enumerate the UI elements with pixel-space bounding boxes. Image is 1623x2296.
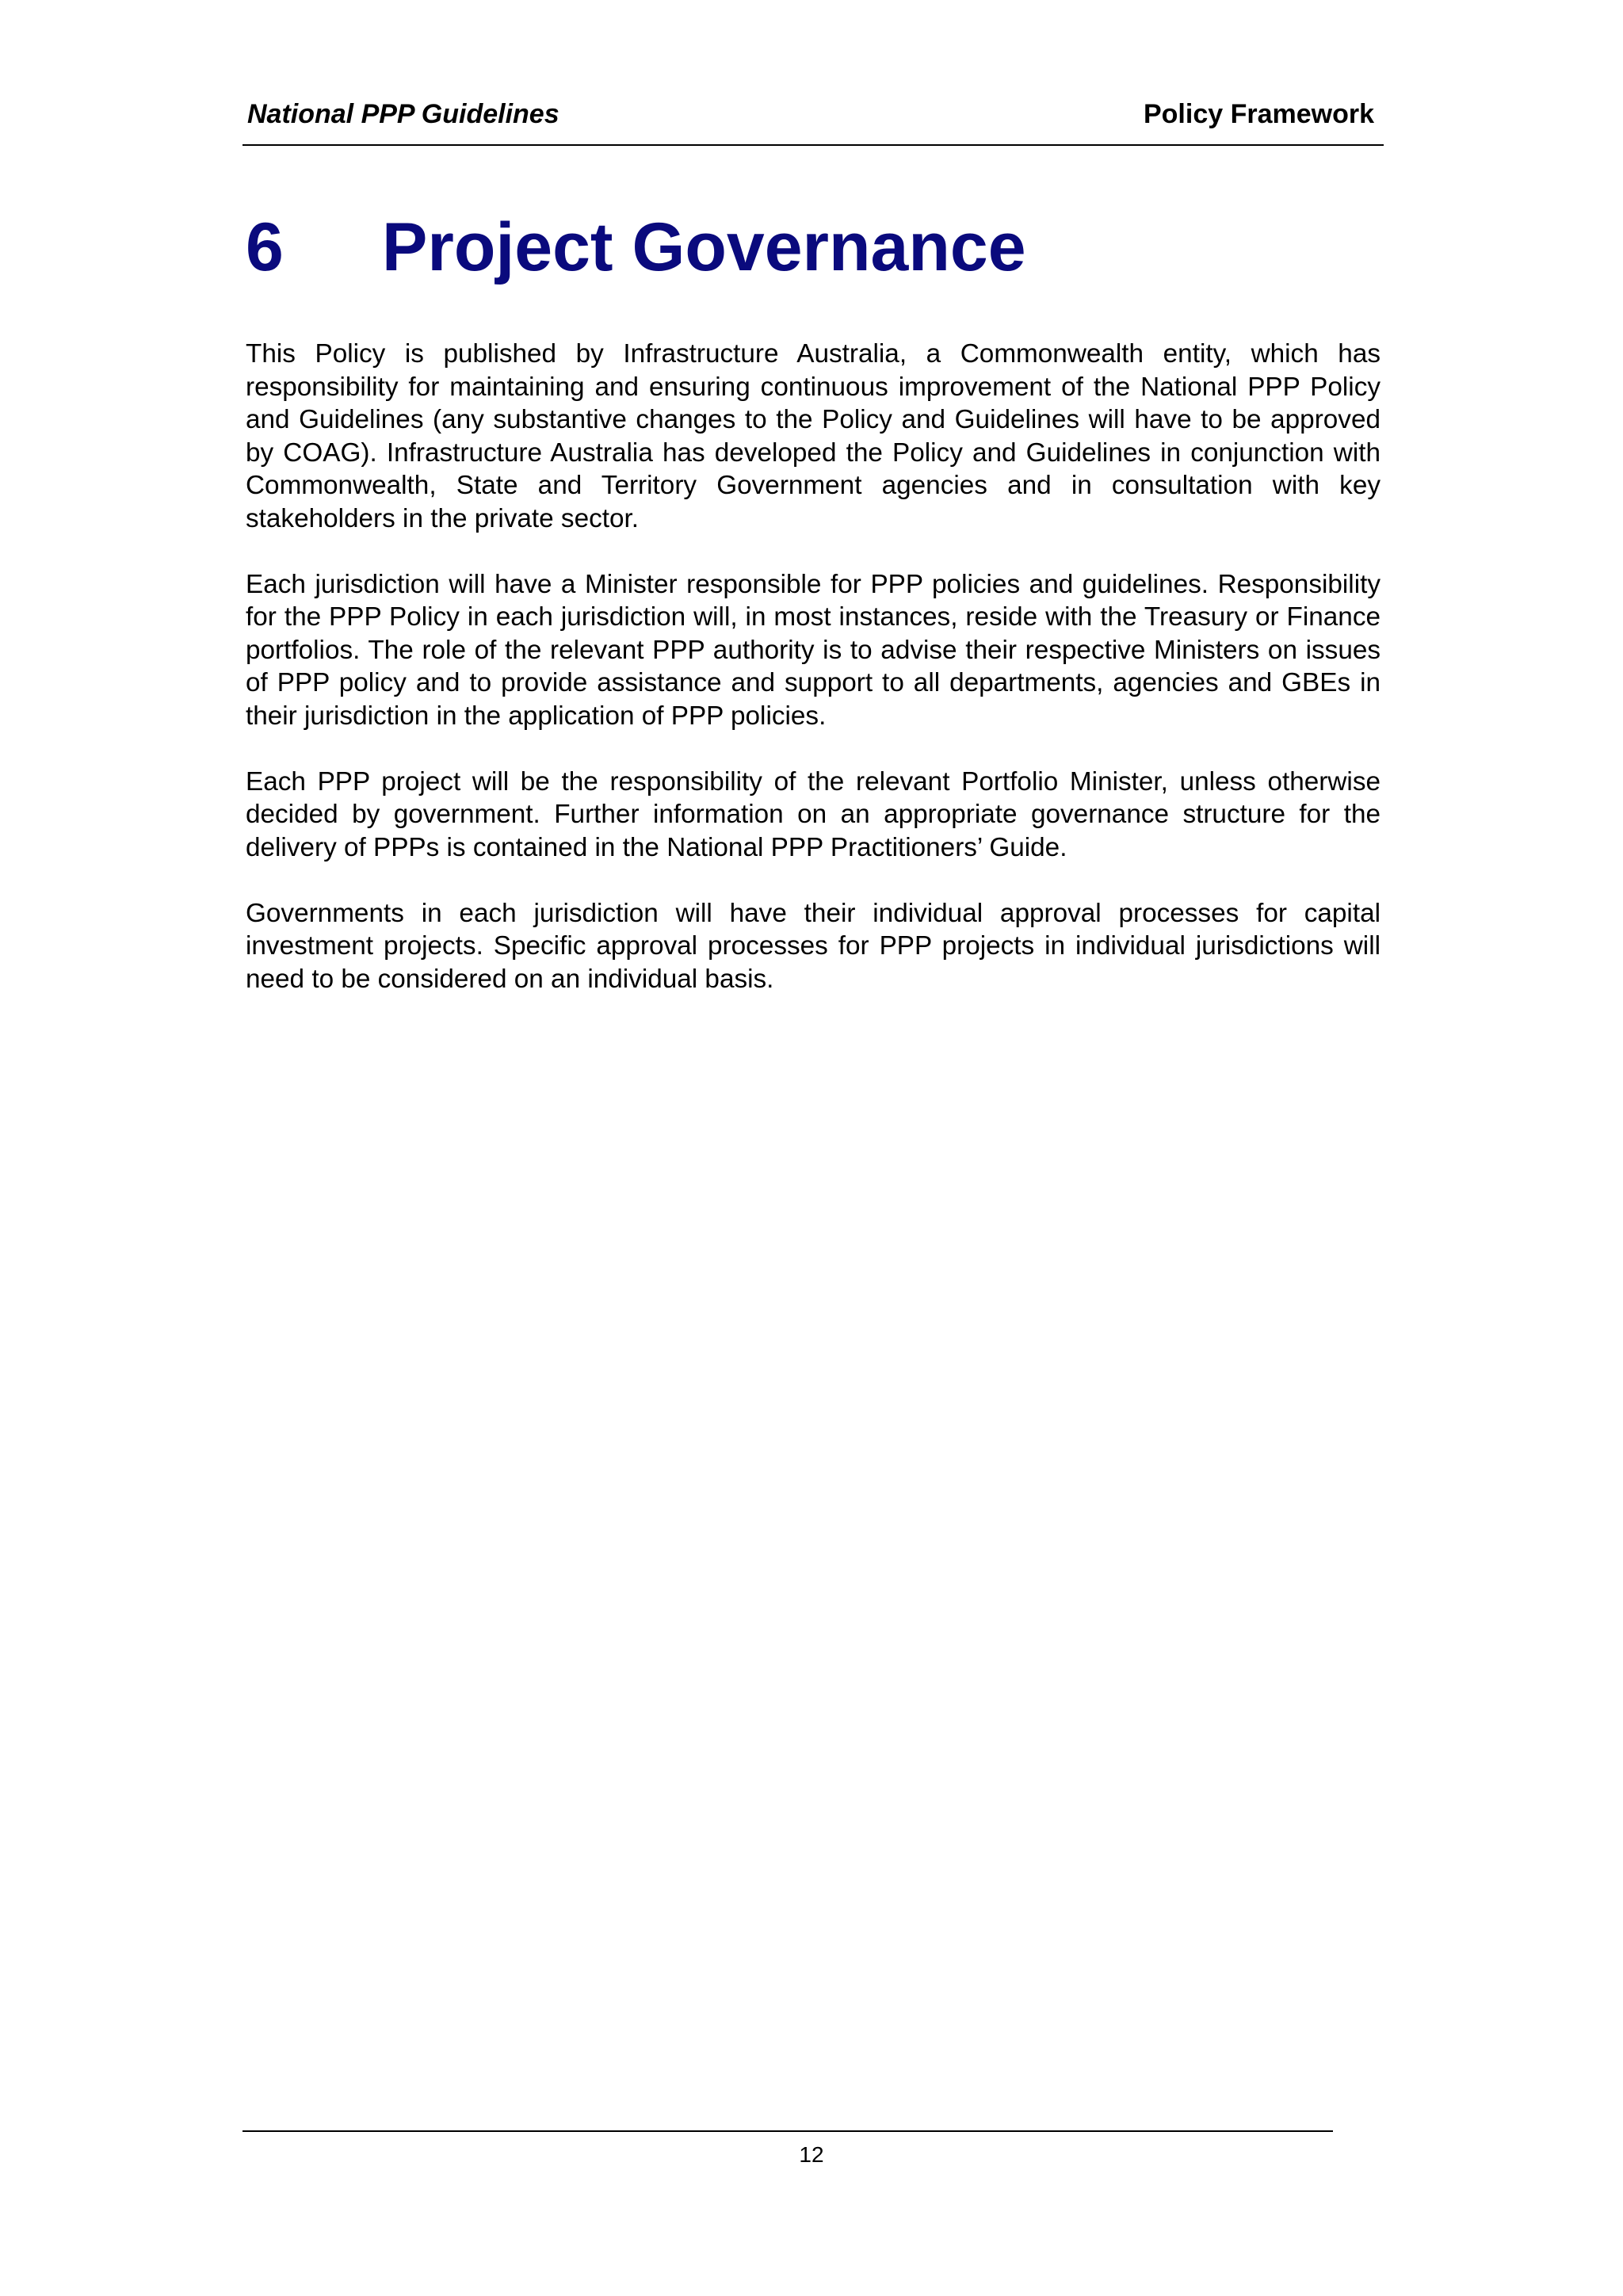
section-title: Policy Framework: [1143, 99, 1374, 129]
paragraph-project-responsibility: Each PPP project will be the responsibility of the relevant Portfolio Minister, unless otherwise decided by government. Further information on an appropriate governance structure for the delivery of PPPs is contained in the National PPP Practitioners’ Guide.: [246, 766, 1381, 862]
footer-divider: [242, 2130, 1333, 2132]
body-text: [246, 338, 1381, 1029]
document-title: National PPP Guidelines: [247, 99, 559, 129]
paragraph-approval-processes: Governments in each jurisdiction will have their individual approval processes for capital investment projects. Specific approval processes for PPP projects in individual jurisdictions will need to be considered on an individual basis.: [246, 898, 1381, 994]
paragraph-jurisdiction-minister: Each jurisdiction will have a Minister responsible for PPP policies and guidelines. Responsibility for the PPP Policy in each jurisdiction will, in most instances, reside with the Treasury or Finance portfolios. The role of the relevant PPP authority is to advise their respective Ministers on issues of PPP policy and to provide assistance and support to all departments, agencies and GBEs in their jurisdiction in the application of PPP policies.: [246, 569, 1381, 731]
chapter-heading: [246, 208, 1026, 287]
page-number: 12: [799, 2142, 824, 2167]
paragraph-policy-publisher: This Policy is published by Infrastructure Australia, a Commonwealth entity, which has responsibility for maintaining and ensuring continuous improvement of the National PPP Policy and Guidelines (any substantive changes to the Policy and Guidelines will have to be approved by COAG). Infrastructure Australia has developed the Policy and Guidelines in conjunction with Commonwealth, State and Territory Government agencies and in consultation with key stakeholders in the private sector.: [246, 339, 1381, 533]
chapter-title: Project Governance: [382, 209, 1026, 285]
running-header: [242, 94, 1384, 146]
chapter-number: 6: [246, 209, 284, 285]
